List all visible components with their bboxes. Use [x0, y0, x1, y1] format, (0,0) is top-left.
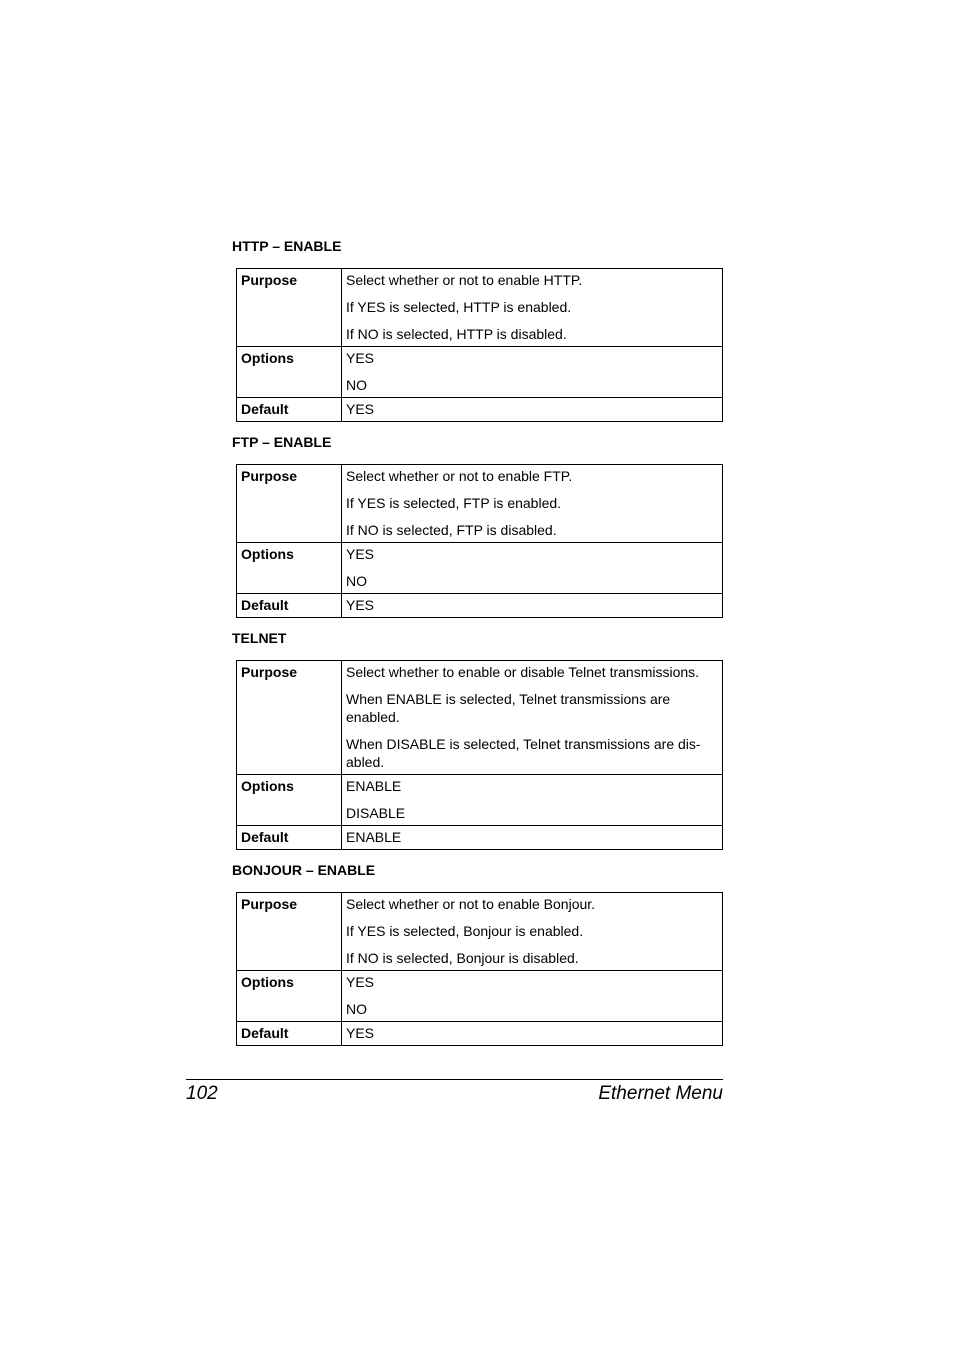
section-title: BONJOUR – ENABLE	[232, 862, 376, 878]
options-row	[237, 971, 723, 1022]
purpose-label: Purpose	[237, 269, 342, 347]
options-cell	[342, 347, 723, 398]
purpose-line: When DISABLE is selected, Telnet transmissions are dis-abled.	[346, 736, 701, 770]
purpose-line: Select whether to enable or disable Telnet transmissions.	[346, 664, 700, 680]
options-row	[237, 347, 723, 398]
purpose-cell	[342, 893, 723, 971]
default-row	[237, 398, 723, 422]
options-cell	[342, 775, 723, 826]
options-label: Options	[237, 971, 342, 1022]
default-value: YES	[342, 1022, 723, 1046]
default-label: Default	[237, 1022, 342, 1046]
default-row	[237, 594, 723, 618]
options-label: Options	[237, 543, 342, 594]
option-value: ENABLE	[346, 778, 402, 794]
options-label: Options	[237, 775, 342, 826]
default-value: YES	[342, 594, 723, 618]
purpose-line: If YES is selected, Bonjour is enabled.	[346, 923, 584, 939]
settings-table	[236, 464, 723, 618]
option-value: DISABLE	[346, 805, 406, 821]
purpose-line: Select whether or not to enable FTP.	[346, 468, 573, 484]
default-label: Default	[237, 398, 342, 422]
option-value: YES	[346, 546, 375, 562]
section-bonjour-enable	[232, 862, 723, 1046]
purpose-row	[237, 269, 723, 347]
options-label: Options	[237, 347, 342, 398]
section-title: FTP – ENABLE	[232, 434, 332, 450]
purpose-row	[237, 893, 723, 971]
purpose-line: If NO is selected, FTP is disabled.	[346, 522, 557, 538]
default-row	[237, 1022, 723, 1046]
purpose-line: If YES is selected, FTP is enabled.	[346, 495, 562, 511]
option-value: YES	[346, 350, 375, 366]
options-cell	[342, 543, 723, 594]
default-row	[237, 826, 723, 850]
default-label: Default	[237, 594, 342, 618]
section-http-enable	[232, 238, 723, 422]
purpose-line: When ENABLE is selected, Telnet transmissions are enabled.	[346, 691, 671, 725]
chapter-title: Ethernet Menu	[598, 1083, 723, 1104]
section-ftp-enable	[232, 434, 723, 618]
purpose-cell	[342, 269, 723, 347]
purpose-label: Purpose	[237, 465, 342, 543]
option-value: NO	[346, 1001, 367, 1017]
section-title: HTTP – ENABLE	[232, 238, 342, 254]
option-value: NO	[346, 573, 367, 589]
purpose-row	[237, 661, 723, 775]
option-value: NO	[346, 377, 367, 393]
purpose-label: Purpose	[237, 661, 342, 775]
purpose-line: Select whether or not to enable Bonjour.	[346, 896, 596, 912]
default-value: YES	[342, 398, 723, 422]
purpose-row	[237, 465, 723, 543]
page-number: 102	[186, 1083, 218, 1104]
page-content	[232, 238, 723, 1046]
options-row	[237, 775, 723, 826]
section-telnet	[232, 630, 723, 850]
options-row	[237, 543, 723, 594]
purpose-line: If NO is selected, HTTP is disabled.	[346, 326, 567, 342]
purpose-line: If YES is selected, HTTP is enabled.	[346, 299, 572, 315]
section-title: TELNET	[232, 630, 287, 646]
default-label: Default	[237, 826, 342, 850]
settings-table	[236, 268, 723, 422]
default-value: ENABLE	[342, 826, 723, 850]
purpose-cell	[342, 465, 723, 543]
settings-table	[236, 892, 723, 1046]
purpose-cell	[342, 661, 723, 775]
options-cell	[342, 971, 723, 1022]
page-footer	[186, 1079, 723, 1105]
purpose-label: Purpose	[237, 893, 342, 971]
option-value: YES	[346, 974, 375, 990]
purpose-line: If NO is selected, Bonjour is disabled.	[346, 950, 579, 966]
purpose-line: Select whether or not to enable HTTP.	[346, 272, 583, 288]
settings-table	[236, 660, 723, 850]
